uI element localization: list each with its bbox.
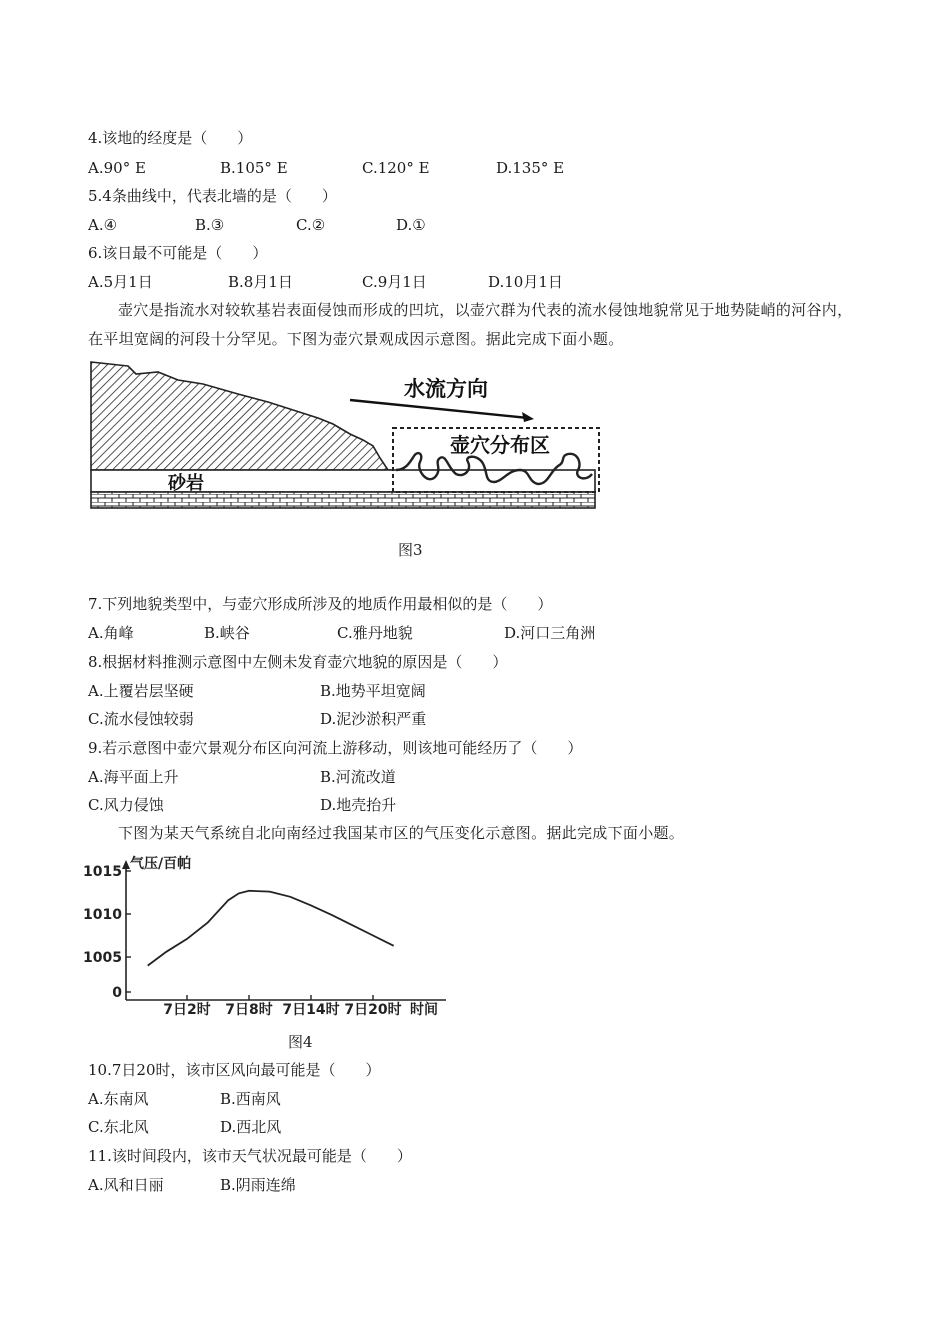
q9-option-a[interactable]: A.海平面上升 xyxy=(88,768,179,786)
q6-option-d[interactable]: D.10月1日 xyxy=(488,273,563,291)
figure-4-chart xyxy=(83,852,458,1024)
question-7-stem: 7.下列地貌类型中，与壶穴形成所涉及的地质作用最相似的是（ ） xyxy=(88,595,553,613)
q10-option-c[interactable]: C.东北风 xyxy=(88,1118,149,1136)
figure-3-caption: 图3 xyxy=(398,541,423,559)
q5-option-b[interactable]: B.③ xyxy=(195,216,225,234)
question-6-stem: 6.该日最不可能是（ ） xyxy=(88,244,268,262)
pressure-line xyxy=(148,891,394,966)
q8-option-a[interactable]: A.上覆岩层坚硬 xyxy=(88,682,194,700)
question-5-stem: 5.4条曲线中，代表北墙的是（ ） xyxy=(88,187,337,205)
q7-option-a[interactable]: A.角峰 xyxy=(88,624,134,642)
q8-option-c[interactable]: C.流水侵蚀较弱 xyxy=(88,710,194,728)
y-tick-label: 1005 xyxy=(83,950,122,966)
q6-option-c[interactable]: C.9月1日 xyxy=(362,273,427,291)
x-tick-label: 7日14时 xyxy=(282,1002,340,1018)
q7-option-d[interactable]: D.河口三角洲 xyxy=(504,624,596,642)
q4-option-c[interactable]: C.120° E xyxy=(362,159,430,177)
label-sandstone: 砂岩 xyxy=(168,473,204,494)
label-pothole-zone: 壶穴分布区 xyxy=(450,433,550,457)
question-4-stem: 4.该地的经度是（ ） xyxy=(88,129,253,147)
q5-option-c[interactable]: C.② xyxy=(296,216,326,234)
y-tick-label: 0 xyxy=(112,985,122,1001)
q4-option-b[interactable]: B.105° E xyxy=(220,159,288,177)
question-11-stem: 11.该时间段内，该市天气状况最可能是（ ） xyxy=(88,1147,412,1165)
q8-option-d[interactable]: D.泥沙淤积严重 xyxy=(320,710,427,728)
x-tick-label: 7日20时 xyxy=(344,1002,402,1018)
q10-option-b[interactable]: B.西南风 xyxy=(220,1090,281,1108)
sandstone-layer xyxy=(91,470,595,492)
q4-option-a[interactable]: A.90° E xyxy=(88,159,146,177)
q7-option-b[interactable]: B.峡谷 xyxy=(204,624,250,642)
passage-2: 下图为某天气系统自北向南经过我国某市区的气压变化示意图。据此完成下面小题。 xyxy=(118,824,685,842)
q6-option-b[interactable]: B.8月1日 xyxy=(228,273,293,291)
figure-3-diagram xyxy=(88,358,608,514)
x-tick-label: 7日2时 xyxy=(163,1002,211,1018)
question-9-stem: 9.若示意图中壶穴景观分布区向河流上游移动，则该地可能经历了（ ） xyxy=(88,739,583,757)
q11-option-a[interactable]: A.风和日丽 xyxy=(88,1176,164,1194)
q8-option-b[interactable]: B.地势平坦宽阔 xyxy=(320,682,426,700)
q5-option-a[interactable]: A.④ xyxy=(88,216,118,234)
upper-rock-layer xyxy=(91,362,393,470)
y-tick-label: 1010 xyxy=(83,907,122,923)
figure-4-caption: 图4 xyxy=(288,1033,313,1051)
q9-option-c[interactable]: C.风力侵蚀 xyxy=(88,796,164,814)
label-flow-direction: 水流方向 xyxy=(404,377,488,401)
q4-option-d[interactable]: D.135° E xyxy=(496,159,565,177)
q9-option-d[interactable]: D.地壳抬升 xyxy=(320,796,397,814)
q10-option-a[interactable]: A.东南风 xyxy=(88,1090,149,1108)
x-axis-label: 时间 xyxy=(410,1002,438,1018)
q9-option-b[interactable]: B.河流改道 xyxy=(320,768,396,786)
y-axis-label: 气压/百帕 xyxy=(130,856,192,872)
q10-option-d[interactable]: D.西北风 xyxy=(220,1118,282,1136)
x-tick-label: 7日8时 xyxy=(225,1002,273,1018)
y-axis-arrow xyxy=(122,860,130,869)
question-10-stem: 10.7日20时，该市区风向最可能是（ ） xyxy=(88,1061,381,1079)
y-tick-label: 1015 xyxy=(83,864,122,880)
base-layer xyxy=(91,492,595,508)
q5-option-d[interactable]: D.① xyxy=(396,216,426,234)
q11-option-b[interactable]: B.阴雨连绵 xyxy=(220,1176,296,1194)
q6-option-a[interactable]: A.5月1日 xyxy=(88,273,153,291)
q7-option-c[interactable]: C.雅丹地貌 xyxy=(337,624,413,642)
question-8-stem: 8.根据材料推测示意图中左侧未发育壶穴地貌的原因是（ ） xyxy=(88,653,508,671)
passage-1: 壶穴是指流水对较软基岩表面侵蚀而形成的凹坑，以壶穴群为代表的流水侵蚀地貌常见于地势陡峭的河谷内，在平坦宽阔的河段十分罕见。下图为壶穴景观成因示意图。据此完成下面小题。 xyxy=(88,301,853,348)
